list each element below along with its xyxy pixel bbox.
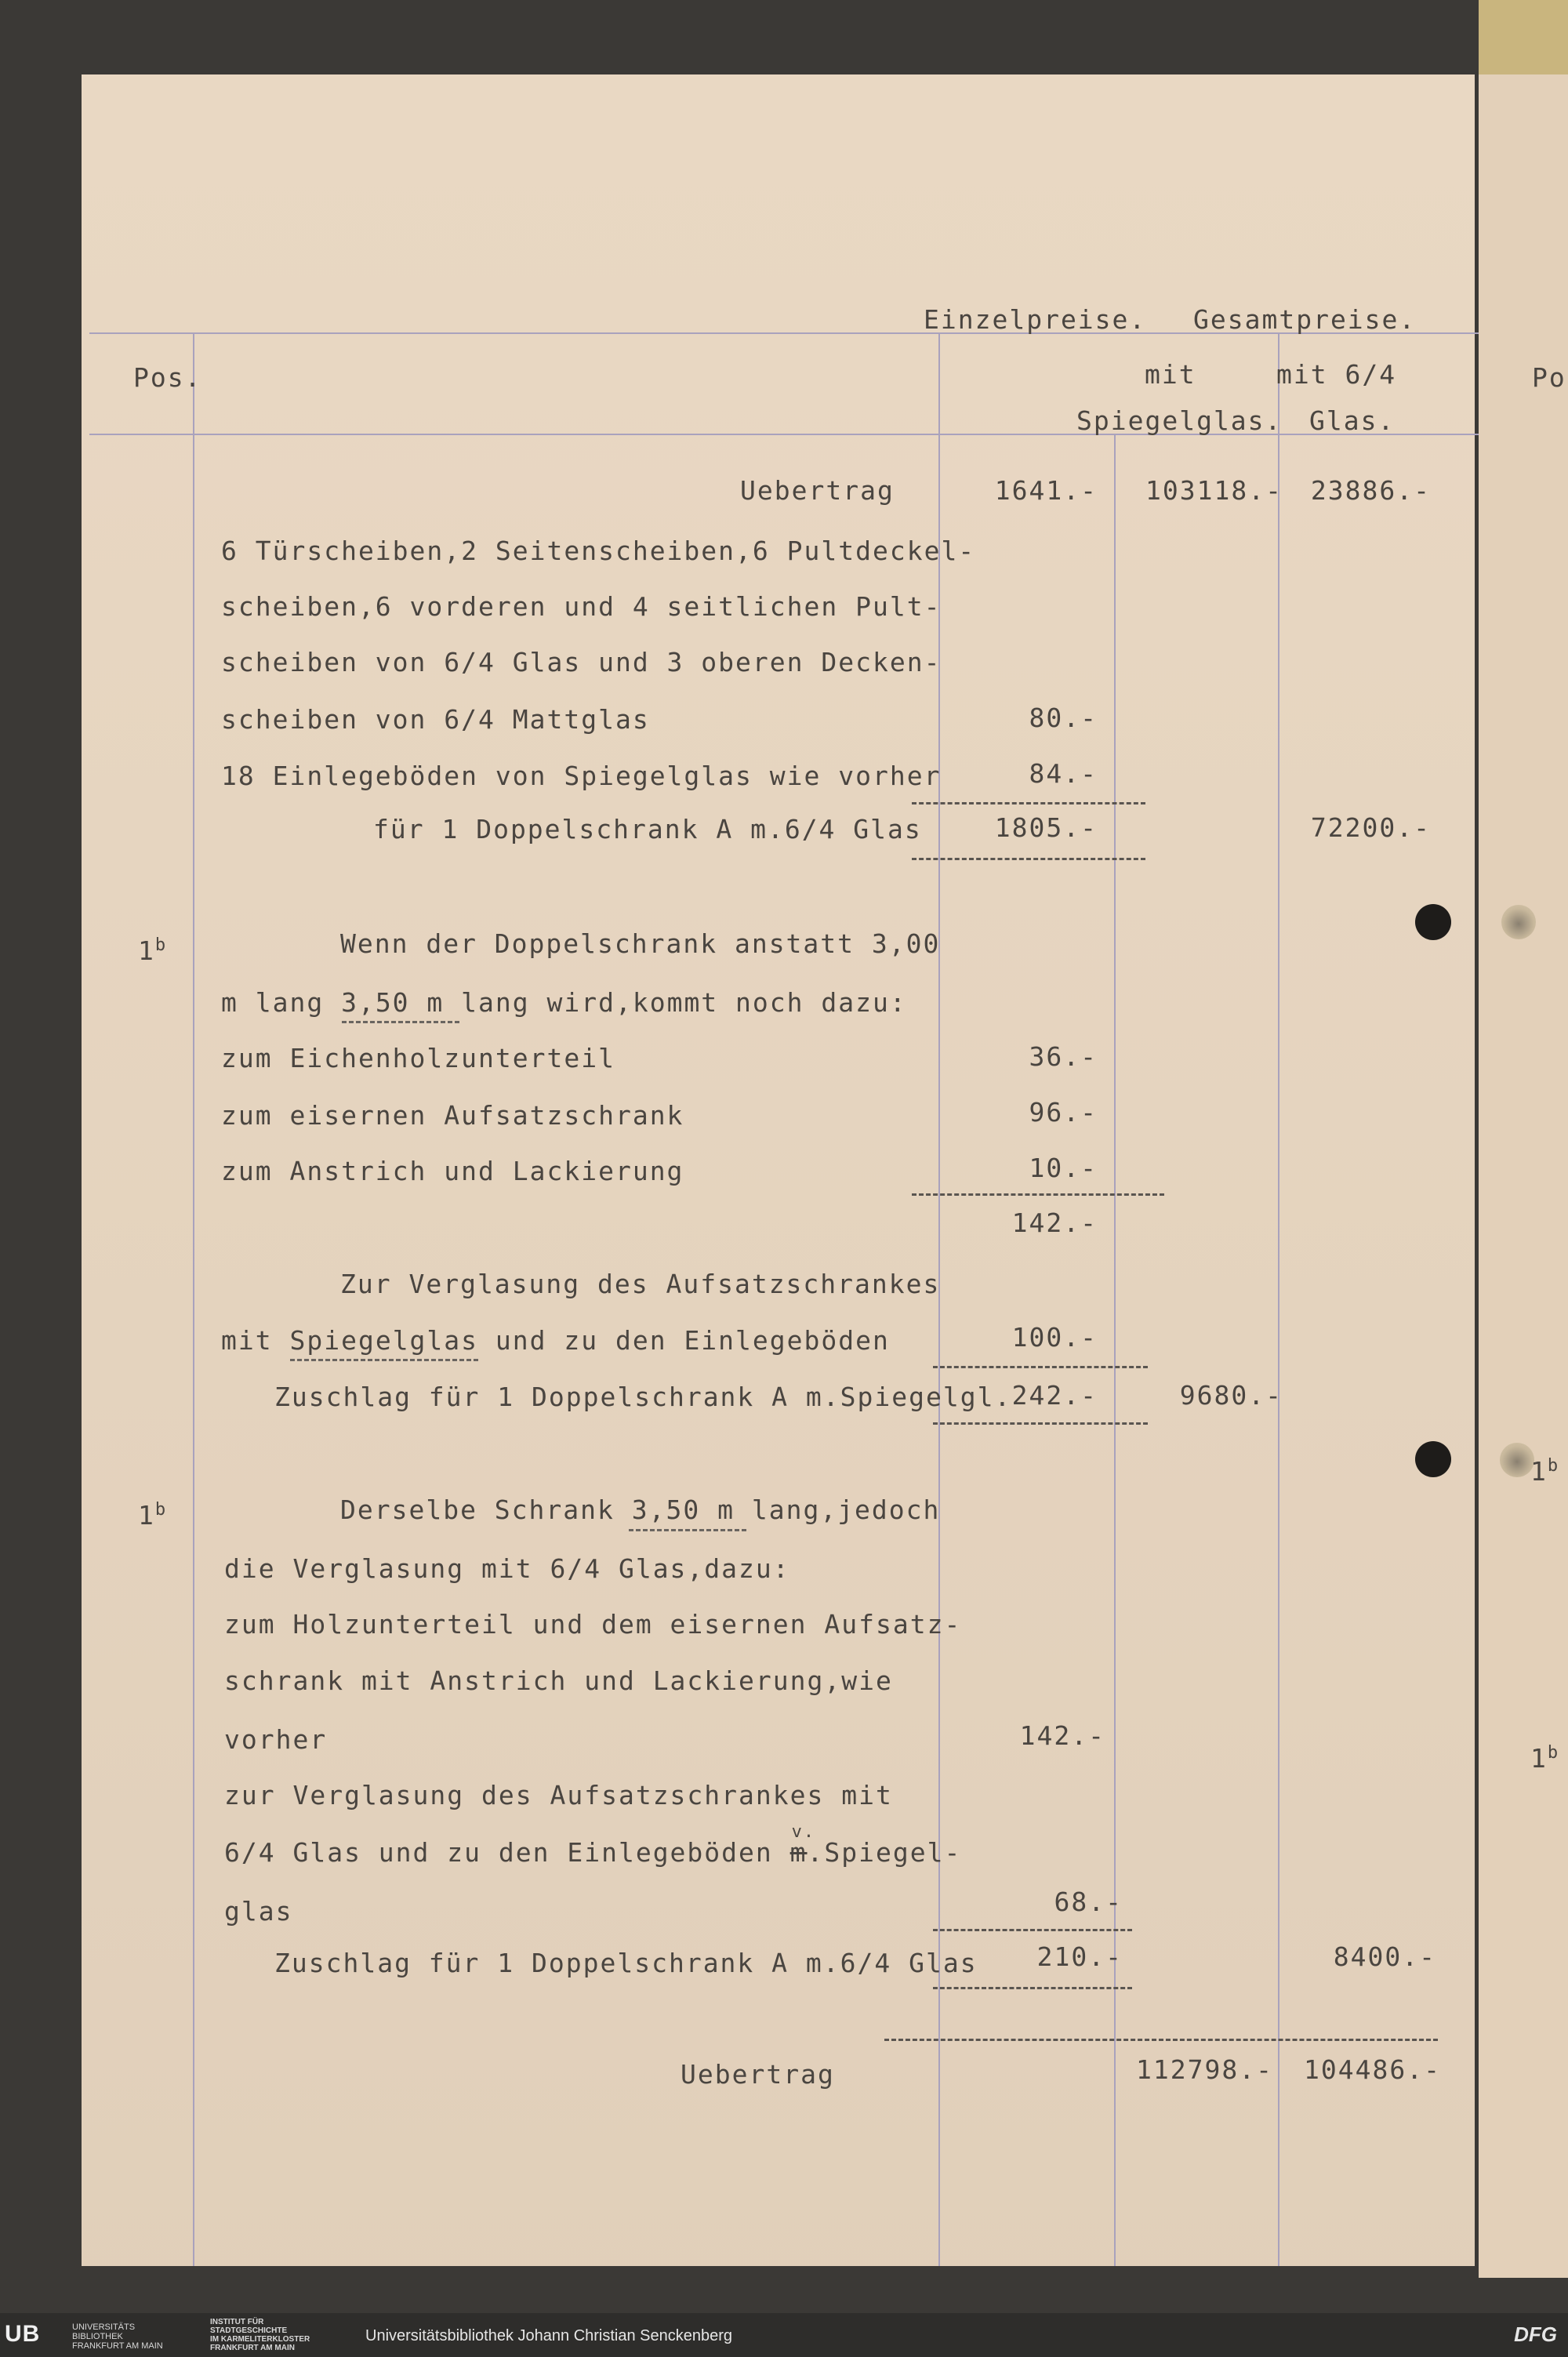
header-einzelpreise: Einzelpreise. [924,304,1147,335]
header-gesamtpreise: Gesamtpreise. [1193,304,1417,335]
uebertrag-bottom-glas: 104486.- [1304,2054,1441,2085]
section-c-pos-sup: b [154,1500,168,1520]
section-b-zuschlag-spiegel: 9680.- [1179,1380,1283,1411]
section-a-line-2: scheiben,6 vorderen und 4 seitlichen Pult- [221,591,942,622]
header-spiegelglas: Spiegelglas. [1076,405,1283,436]
section-a-line-3: scheiben von 6/4 Glas und 3 oberen Decken- [221,647,942,677]
header-pos: Pos. [133,362,202,393]
section-b-item-1-label: zum Eichenholzunterteil [221,1043,615,1073]
section-b-verglasung-2-start: mit [221,1325,290,1356]
section-c-line-1 [340,1494,940,1526]
library-name: Universitätsbibliothek Johann Christian Senckenberg [365,2327,733,2344]
uebertrag-top-glas: 23886.- [1310,475,1431,506]
section-a-line-5: 18 Einlegeböden von Spiegelglas wie vorher [221,761,942,791]
spiegel-column-rule [1114,434,1116,2266]
section-c-line-1-underlined: 3,50 m [631,1494,735,1525]
section-b-item-1-price: 36.- [1029,1041,1098,1072]
section-b-zuschlag-label: Zuschlag für 1 Doppelschrank A m.Spiegelgl. [274,1382,1012,1412]
section-c-line-1-start: Derselbe Schrank [340,1494,632,1525]
section-b-line-1: Wenn der Doppelschrank anstatt 3,00 [340,928,941,959]
uebertrag-top-einzel: 1641.- [994,475,1098,506]
section-b-verglasung-2-underlined: Spiegelglas [289,1325,479,1356]
section-b-sum-rule [912,1193,1164,1196]
uebertrag-bottom-rule [884,2039,1438,2041]
section-a-total-einzel: 1805.- [994,812,1098,843]
section-b-item-2-label: zum eisernen Aufsatzschrank [221,1100,684,1131]
section-c-line-7-v: v. [791,1822,816,1842]
ub-logo: UB [5,2321,41,2347]
section-b-item-2-price: 96.- [1029,1097,1098,1128]
section-c-zuschlag-label: Zuschlag für 1 Doppelschrank A m.6/4 Glas [274,1948,978,1978]
section-c-line-6: zur Verglasung des Aufsatzschrankes mit [224,1780,893,1810]
pos-column-rule [193,332,194,2266]
section-c-pos-number: 1 [138,1500,155,1531]
section-b-underline-spiegelglas [290,1359,478,1361]
section-c-line-3: zum Holzunterteil und dem eisernen Aufsatz- [224,1609,962,1640]
section-c-line-1-end: lang,jedoch [734,1494,941,1525]
right-margin-mark-2-sup: b [1547,1743,1560,1763]
section-b-line-2-end: lang wird,kommt noch dazu: [444,987,907,1018]
right-margin-mark-1-sup: b [1547,1456,1560,1476]
section-b-verglasung-2 [221,1325,890,1356]
section-a-price-einlege: 84.- [1029,758,1098,789]
section-c-line-8: glas [224,1896,293,1927]
section-b-verglasung-1: Zur Verglasung des Aufsatzschrankes [340,1269,941,1299]
section-c-zuschlag-glas: 8400.- [1333,1941,1436,1972]
header-mit: mit [1145,359,1196,390]
section-b-pos-number: 1 [138,935,155,966]
section-c-line-5: vorher [224,1724,328,1755]
header-mit64: mit 6/4 [1276,359,1397,390]
adjacent-punch-hole-lower [1500,1443,1534,1477]
footer-bar [0,2313,1568,2357]
uebertrag-top-spiegel: 103118.- [1145,475,1283,506]
section-c-line-7-end: .Spiegel- [807,1837,962,1868]
section-b-item-3-label: zum Anstrich und Lackierung [221,1156,684,1186]
section-b-pos [138,930,167,967]
uebertrag-top-label: Uebertrag [740,475,895,506]
section-b-item-3-price: 10.- [1029,1153,1098,1183]
dfg-logo: DFG [1514,2322,1557,2346]
section-a-line-1: 6 Türscheiben,2 Seitenscheiben,6 Pultdeckel- [221,536,976,566]
section-c-line-7-start: 6/4 Glas und zu den Einlegeböden [224,1837,790,1868]
adjacent-punch-hole-upper [1501,905,1536,939]
section-c-line-7 [224,1822,962,1869]
section-b-subtotal: 142.- [1011,1208,1098,1238]
section-b-pos-sup: b [154,935,168,955]
section-b-verglasung-2-end: und zu den Einlegeböden [478,1325,890,1356]
section-a-price-mattglas: 80.- [1029,703,1098,733]
section-a-sum-rule-bottom [912,858,1145,860]
section-c-zuschlag-rule-top [933,1929,1132,1931]
right-margin-mark-1 [1530,1451,1559,1487]
uebertrag-bottom-spiegel: 112798.- [1136,2054,1273,2085]
section-c-zuschlag-einzel: 210.- [1036,1941,1123,1972]
section-b-line-2-underlined: 3,50 m [341,987,445,1018]
section-a-line-4: scheiben von 6/4 Mattglas [221,704,650,735]
section-c-line-7-m-text: m [789,1837,808,1868]
section-c-price-glas: 68.- [1054,1887,1123,1917]
adjacent-page [1479,74,1568,2278]
uebertrag-bottom-label: Uebertrag [681,2059,835,2090]
binder-edge [1479,0,1568,74]
section-c-pos [138,1494,167,1531]
punch-hole-upper [1415,904,1451,940]
section-b-zuschlag-rule-top [933,1366,1148,1368]
section-c-price-vorher: 142.- [1019,1720,1105,1751]
header-glas: Glas. [1309,405,1396,436]
punch-hole-lower [1415,1441,1451,1477]
section-a-total-label: für 1 Doppelschrank A m.6/4 Glas [373,814,922,844]
section-b-underline-350 [342,1021,459,1023]
header-pos-right: Po [1532,362,1566,393]
section-c-zuschlag-rule-bottom [933,1987,1132,1989]
section-b-verglasung-price: 100.- [1011,1322,1098,1353]
section-b-line-2-start: m lang [221,987,342,1018]
section-b-line-2 [221,987,907,1019]
section-c-line-7-m [789,1822,816,1868]
section-a-total-glas: 72200.- [1310,812,1431,843]
ub-logo-text: UNIVERSITÄTS BIBLIOTHEK FRANKFURT AM MAIN [72,2322,163,2351]
section-c-underline-350 [629,1529,746,1531]
section-b-zuschlag-einzel: 242.- [1011,1380,1098,1411]
glas-column-rule [1278,332,1279,2266]
section-b-zuschlag-rule-bottom [933,1422,1148,1425]
right-margin-mark-1-number: 1 [1530,1456,1548,1487]
right-margin-mark-2-number: 1 [1530,1743,1548,1774]
section-c-line-4: schrank mit Anstrich und Lackierung,wie [224,1665,893,1696]
institut-logo-text: INSTITUT FÜR STADTGESCHICHTE IM KARMELITERKLOSTER FRANKFURT AM MAIN [210,2318,310,2352]
section-c-line-2: die Verglasung mit 6/4 Glas,dazu: [224,1553,790,1584]
right-margin-mark-2 [1530,1738,1559,1774]
section-a-sum-rule-top [912,802,1145,804]
